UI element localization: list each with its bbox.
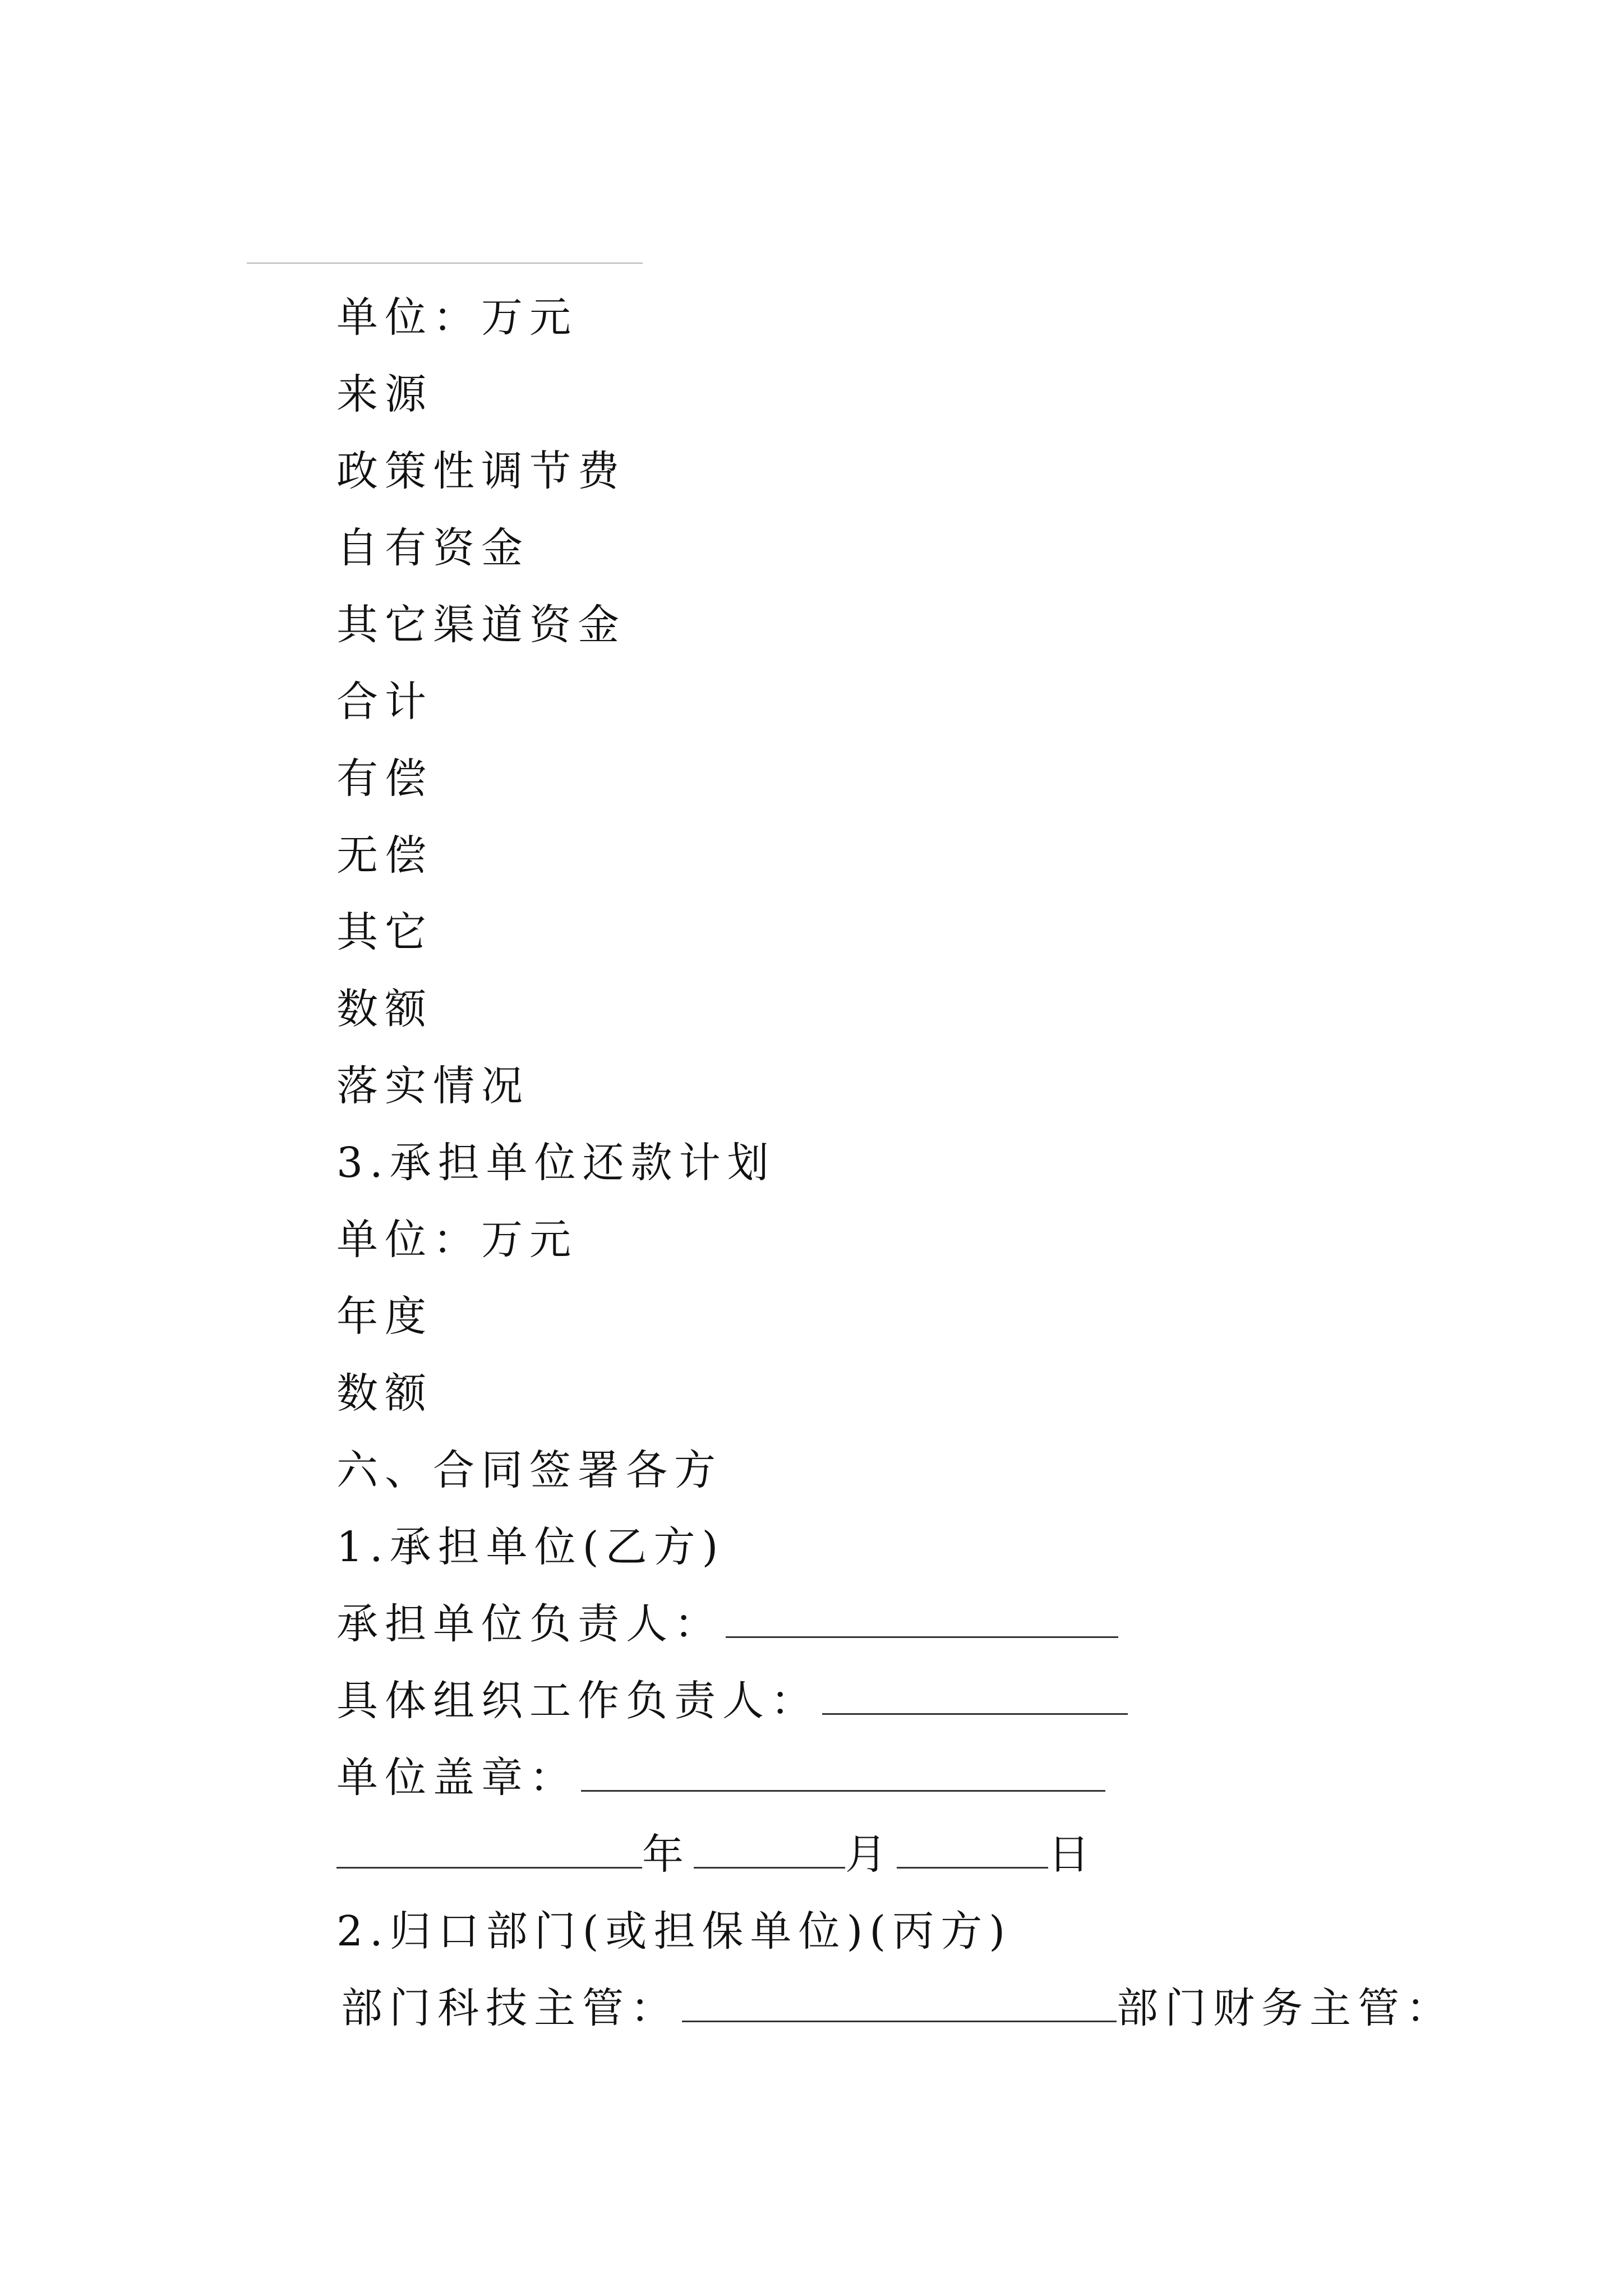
policy-fee-row: 政策性调节费	[336, 447, 626, 495]
month-blank[interactable]	[694, 1828, 845, 1869]
grant-col: 无偿	[336, 831, 433, 880]
party-c-heading: 2.归口部门(或担保单位)(丙方)	[336, 1907, 1012, 1955]
day-label: 日	[1048, 1830, 1096, 1879]
source-header: 来源	[336, 370, 433, 418]
tech-supervisor-blank[interactable]	[682, 1981, 1117, 2022]
leader-blank[interactable]	[726, 1597, 1118, 1638]
year-blank[interactable]	[336, 1828, 642, 1869]
own-funds-row: 自有资金	[336, 524, 529, 572]
finance-supervisor-label: 部门财务主管：	[1117, 1984, 1454, 2032]
other-funds-row: 其它渠道资金	[336, 601, 626, 649]
organizer-label: 具体组织工作负责人：	[336, 1677, 819, 1725]
month-label: 月	[845, 1830, 893, 1879]
leader-label: 承担单位负责人：	[336, 1600, 722, 1648]
leader-signature-line	[336, 1596, 1118, 1652]
total-row: 合计	[336, 678, 433, 726]
date-line	[336, 1826, 1096, 1883]
seal-blank[interactable]	[581, 1751, 1105, 1792]
organizer-signature-line	[336, 1673, 1128, 1729]
year-label: 年	[642, 1830, 690, 1879]
implementation-col: 落实情况	[336, 1062, 529, 1110]
organizer-blank[interactable]	[822, 1674, 1128, 1715]
day-blank[interactable]	[897, 1828, 1048, 1869]
repayable-col: 有偿	[336, 754, 433, 803]
repayment-plan-heading: 3.承担单位还款计划	[336, 1139, 776, 1187]
top-rule	[247, 263, 643, 264]
other-col: 其它	[336, 908, 433, 956]
signing-parties-heading: 六、合同签署各方	[336, 1446, 722, 1494]
unit-label-2: 单位：万元	[336, 1216, 578, 1264]
unit-label: 单位：万元	[336, 293, 578, 342]
seal-label: 单位盖章：	[336, 1754, 578, 1802]
seal-line	[336, 1750, 1105, 1806]
year-col: 年度	[336, 1292, 433, 1341]
amount-col: 数额	[336, 985, 433, 1033]
tech-supervisor-label: 部门科技主管：	[341, 1984, 679, 2032]
amount-col-2: 数额	[336, 1369, 433, 1418]
department-signature-line	[341, 1980, 1454, 2036]
party-b-heading: 1.承担单位(乙方)	[336, 1523, 725, 1571]
